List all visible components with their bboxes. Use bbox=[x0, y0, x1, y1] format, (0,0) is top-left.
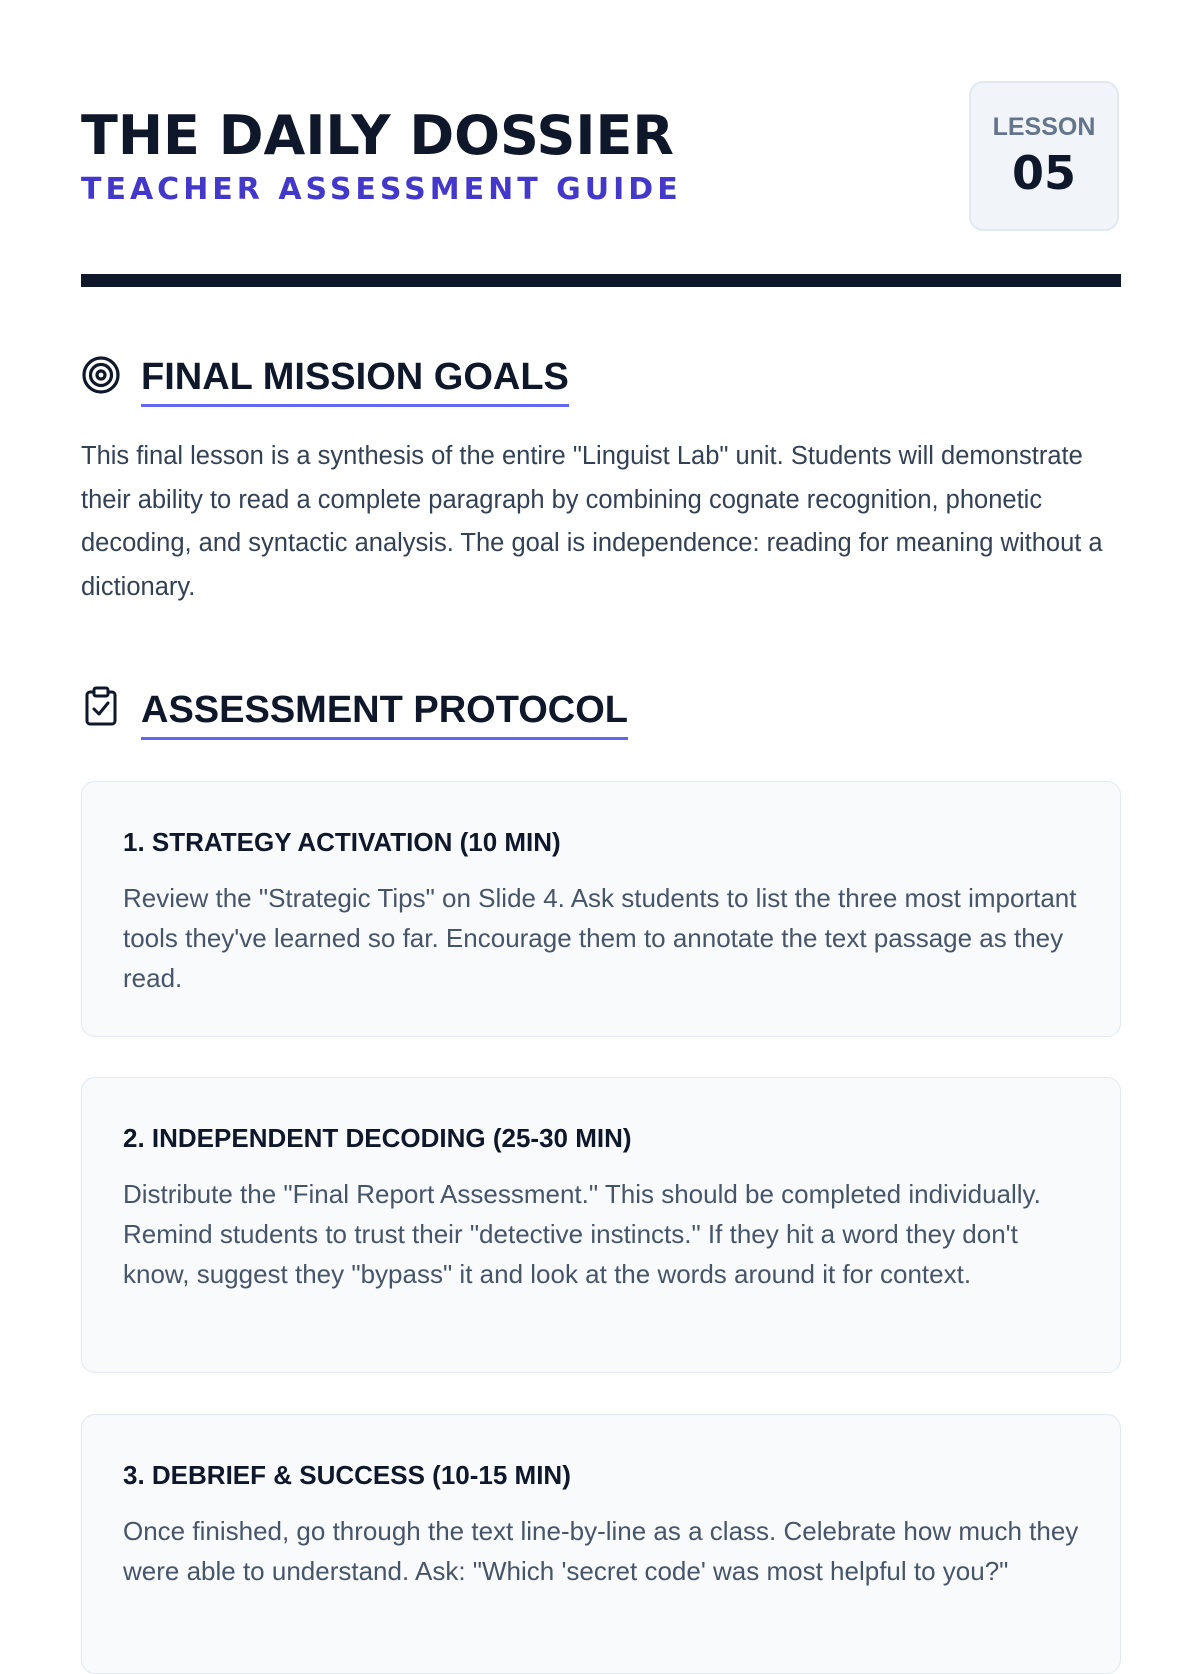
goals-paragraph: This final lesson is a synthesis of the entire "Linguist Lab" unit. Students will demonstrate their ability to read a complete paragraph by combining cognate recognition, phonetic decoding, and syntactic analysis. The goal is independence: reading for meaning without a dictionary. bbox=[81, 442, 1103, 601]
step-description: Review the "Strategic Tips" on Slide 4. Ask students to list the three most important tools they've learned so far. Encourage them to annotate the text passage as they read. bbox=[123, 883, 1077, 993]
step-description: Once finished, go through the text line-by-line as a class. Celebrate how much they were able to understand. Ask: "Which 'secret code' was most helpful to you?" bbox=[123, 1516, 1079, 1586]
protocol-step-card bbox=[81, 1414, 1121, 1674]
clipboard-check-icon bbox=[81, 686, 121, 726]
document-page bbox=[81, 0, 1121, 1586]
goals-section-title: FINAL MISSION GOALS bbox=[141, 354, 569, 407]
goals-section-header bbox=[81, 354, 1121, 410]
document-subtitle: TEACHER ASSESSMENT GUIDE bbox=[81, 172, 682, 207]
lesson-label: LESSON bbox=[992, 113, 1096, 141]
step-description: Distribute the "Final Report Assessment." This should be completed individually. Remind students to trust their "detective instincts." If they hit a word they don't know, suggest they "bypass" it and look at the words around it for context. bbox=[123, 1179, 1041, 1289]
protocol-section-title: ASSESSMENT PROTOCOL bbox=[141, 687, 628, 740]
protocol-step-card bbox=[81, 781, 1121, 1037]
protocol-step-card bbox=[81, 1077, 1121, 1373]
protocol-section-header bbox=[81, 687, 1121, 743]
document-title: THE DAILY DOSSIER bbox=[81, 104, 674, 167]
step-title: 1. STRATEGY ACTIVATION (10 MIN) bbox=[123, 827, 561, 857]
header-divider bbox=[81, 274, 1121, 287]
step-title: 3. DEBRIEF & SUCCESS (10-15 MIN) bbox=[123, 1460, 571, 1490]
lesson-number: 05 bbox=[1011, 146, 1076, 200]
lesson-badge bbox=[969, 81, 1119, 231]
document-header bbox=[81, 0, 1121, 286]
target-icon bbox=[81, 355, 121, 395]
step-title: 2. INDEPENDENT DECODING (25-30 MIN) bbox=[123, 1123, 632, 1153]
